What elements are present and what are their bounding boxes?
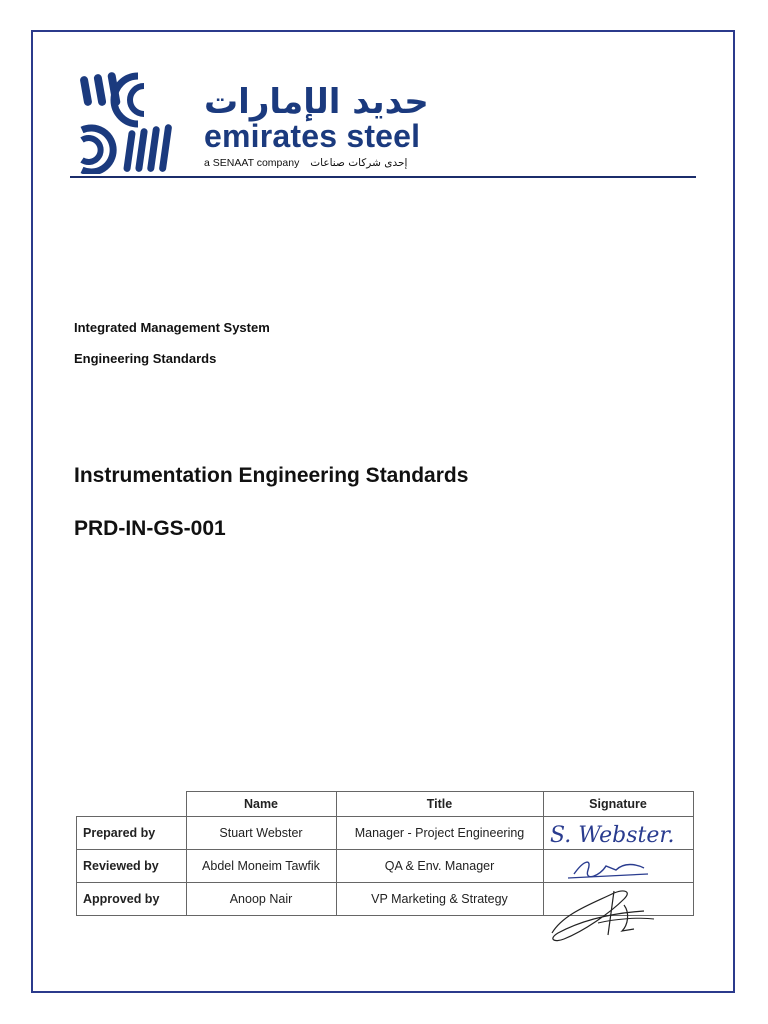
signature-tawfik [544,850,694,884]
emirates-steel-logo-icon [80,72,172,174]
brand-tagline [204,157,407,169]
header-title: Title [336,792,543,817]
role-cell: Approved by [77,883,187,916]
brand-name: emirates steel [204,118,421,154]
approval-row-prepared [77,817,694,850]
signature-cell [543,850,693,883]
document-title: Instrumentation Engineering Standards [74,464,469,487]
signature-cell [543,883,693,916]
role-cell: Prepared by [77,817,187,850]
name-cell: Abdel Moneim Tawfik [186,850,336,883]
document-code: PRD-IN-GS-001 [74,517,226,540]
header-signature: Signature [543,792,693,817]
title-cell: VP Marketing & Strategy [336,883,543,916]
name-cell: Stuart Webster [186,817,336,850]
header-name: Name [186,792,336,817]
category-label: Engineering Standards [74,351,217,366]
signature-cell [543,817,693,850]
signature-webster [544,817,694,851]
name-cell: Anoop Nair [186,883,336,916]
tagline-arabic: إحدى شركات صناعات [310,157,408,169]
header-blank-cell [77,792,187,817]
tagline-english: a SENAAT company [204,157,300,169]
header-divider [70,176,696,178]
role-cell: Reviewed by [77,850,187,883]
signature-nair [544,883,694,953]
system-label: Integrated Management System [74,320,270,335]
approval-table [76,791,694,916]
approval-row-reviewed [77,850,694,883]
approval-header-row [77,792,694,817]
company-header [70,66,696,178]
title-cell: Manager - Project Engineering [336,817,543,850]
signature-webster-text: S. Webster. [549,823,674,848]
title-cell: QA & Env. Manager [336,850,543,883]
brand-name-arabic: حديد الإمارات [204,82,429,122]
approval-row-approved [77,883,694,916]
